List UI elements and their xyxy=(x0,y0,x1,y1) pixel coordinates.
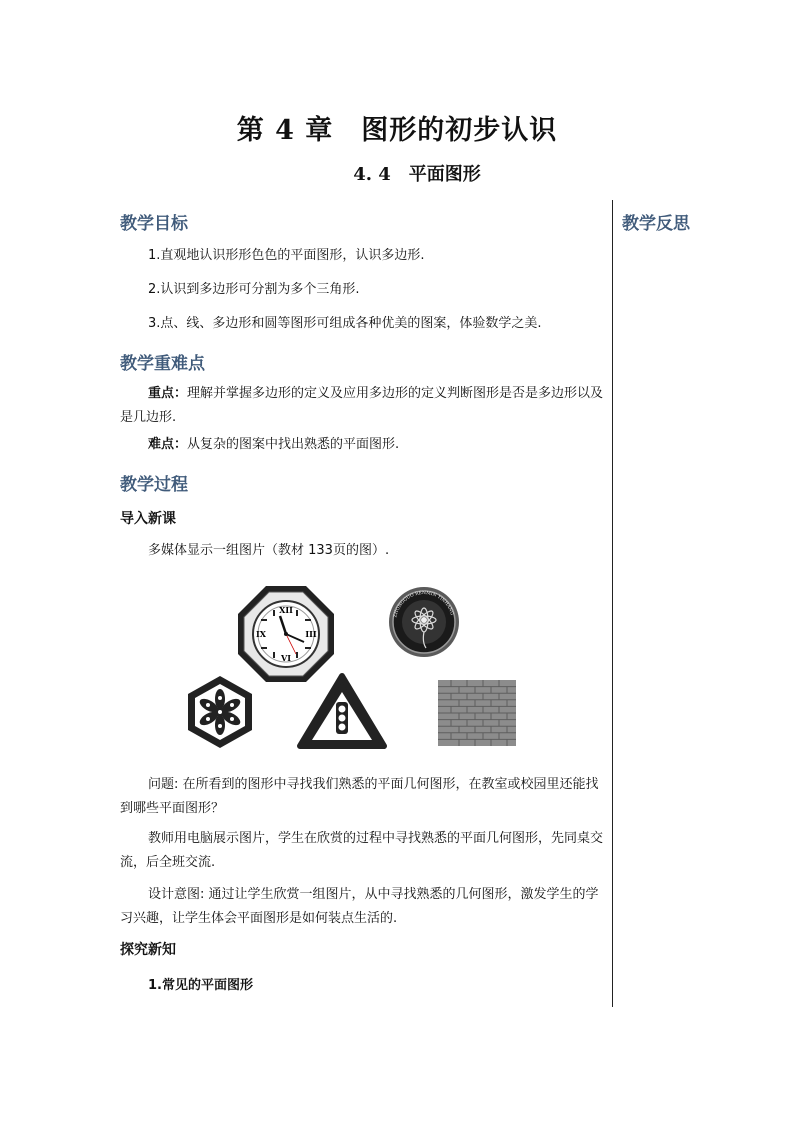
explore-heading: 探究新知 xyxy=(120,942,176,958)
key-point-label: 重点： xyxy=(148,386,188,401)
clock-numeral-6: VI xyxy=(281,653,291,663)
brick-wall-image xyxy=(438,680,516,746)
goals-heading: 教学目标 xyxy=(120,214,188,234)
reflection-heading: 教学反思 xyxy=(622,214,690,234)
explore-item-1: 1.常见的平面图形 xyxy=(148,978,253,993)
goal-item-1: 1.直观地认识形形色色的平面图形，认识多边形. xyxy=(148,248,425,263)
octagon-clock-image xyxy=(238,586,334,682)
coin-image xyxy=(389,587,459,657)
hard-point-label: 难点： xyxy=(148,437,188,452)
clock-numeral-12: XII xyxy=(279,605,293,615)
process-heading: 教学过程 xyxy=(120,475,188,495)
hard-point xyxy=(120,433,608,457)
column-divider xyxy=(612,200,613,1007)
textbook-figures xyxy=(160,580,520,752)
design-intent-text: 设计意图: 通过让学生欣赏一组图片，从中寻找熟悉的几何图形，激发学生的学习兴趣，让学生体会平面图形是如何装点生活的. xyxy=(120,887,599,926)
question-text: 问题: 在所看到的图形中寻找我们熟悉的平面几何图形，在教室或校园里还能找到哪些平面图形？ xyxy=(120,777,599,816)
clock-numeral-9: IX xyxy=(256,629,266,639)
goal-item-2: 2.认识到多边形可分割为多个三角形. xyxy=(148,282,360,297)
intro-text: 多媒体显示一组图片（教材 133页的图）. xyxy=(148,543,390,558)
hard-point-text: 从复杂的图案中找出熟悉的平面图形. xyxy=(187,437,400,452)
coin-inscription: ZHONGGUO RENMIN YINHANG xyxy=(393,590,455,619)
key-point xyxy=(120,382,608,430)
chapter-title: 第 4 章 图形的初步认识 xyxy=(236,115,558,146)
section-title: 4. 4 平面图形 xyxy=(353,164,481,185)
hexagon-pattern-image xyxy=(188,676,252,748)
clock-numeral-3: III xyxy=(305,629,317,639)
keypoints-heading: 教学重难点 xyxy=(120,354,205,374)
goal-item-3: 3.点、线、多边形和圆等图形可组成各种优美的图案，体验数学之美. xyxy=(148,316,542,331)
teacher-activity-text: 教师用电脑展示图片，学生在欣赏的过程中寻找熟悉的平面几何图形，先同桌交流，后全班交流. xyxy=(120,831,604,870)
traffic-light-sign-image xyxy=(300,676,384,746)
intro-heading: 导入新课 xyxy=(120,511,176,527)
key-point-text: 理解并掌握多边形的定义及应用多边形的定义判断图形是否是多边形以及是几边形. xyxy=(120,386,604,425)
